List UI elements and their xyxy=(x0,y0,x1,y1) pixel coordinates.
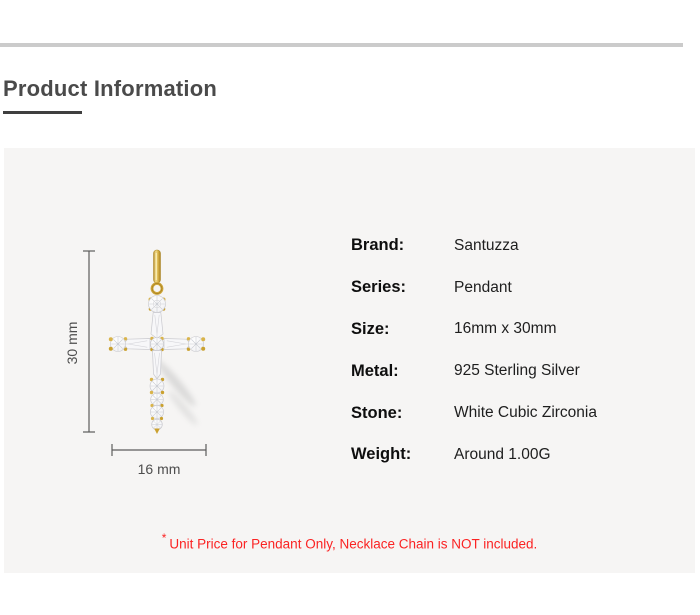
spec-label: Metal: xyxy=(351,361,399,380)
title-underline xyxy=(3,111,82,114)
top-divider xyxy=(0,43,683,47)
height-dimension-label: 30 mm xyxy=(64,321,80,365)
spec-list xyxy=(351,225,597,476)
spec-row-brand xyxy=(351,225,597,267)
spec-value: White Cubic Zirconia xyxy=(454,404,597,422)
spec-value: 16mm x 30mm xyxy=(454,320,557,338)
spec-value: Santuzza xyxy=(454,236,519,254)
pendant-figure xyxy=(54,240,214,480)
note-asterisk: * xyxy=(161,531,167,545)
note-text: Unit Price for Pendant Only, Necklace Chain is NOT included. xyxy=(169,536,538,552)
width-dimension-label: 16 mm xyxy=(137,461,181,477)
dimension-lines xyxy=(83,251,206,456)
spec-value: Pendant xyxy=(454,278,512,296)
spec-row-metal xyxy=(351,350,597,392)
spec-label: Weight: xyxy=(351,445,412,464)
page-title: Product Information xyxy=(3,76,218,101)
spec-row-stone xyxy=(351,392,597,434)
pendant-bail xyxy=(152,250,162,294)
spec-row-series xyxy=(351,267,597,309)
spec-value: 925 Sterling Silver xyxy=(454,362,580,380)
spec-label: Brand: xyxy=(351,236,405,255)
product-info-panel xyxy=(4,148,695,573)
spec-row-weight xyxy=(351,434,597,476)
spec-label: Stone: xyxy=(351,403,403,422)
spec-value: Around 1.00G xyxy=(454,445,551,463)
unit-price-note xyxy=(4,532,695,552)
spec-row-size xyxy=(351,309,597,351)
spec-label: Series: xyxy=(351,278,407,297)
spec-label: Size: xyxy=(351,319,390,338)
